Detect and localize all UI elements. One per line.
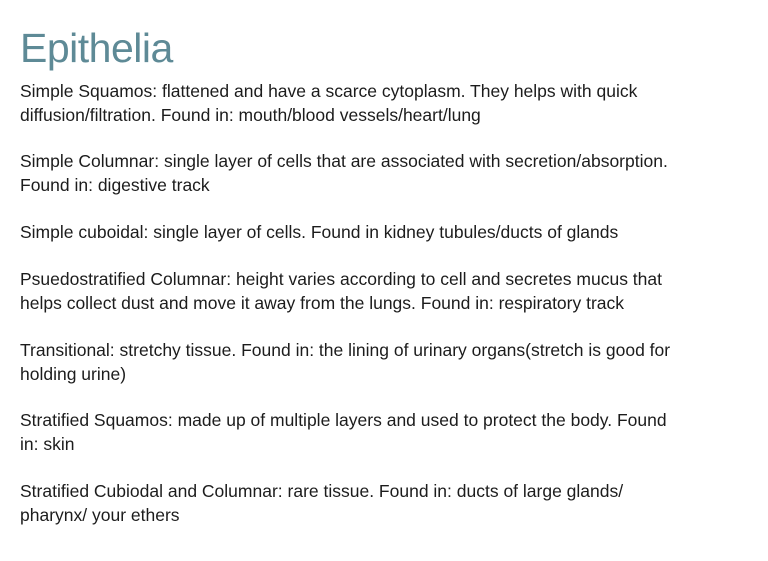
paragraph-line: Psuedostratified Columnar: height varies according to cell and secretes mucus that: [20, 269, 662, 289]
paragraph-line: holding urine): [20, 363, 127, 384]
paragraph-line: Stratified Squamos: made up of multiple layers and used to protect the body. Found: [20, 410, 667, 430]
paragraph-simple-cuboidal: [20, 221, 750, 245]
paragraph-line: Found in: digestive track: [20, 174, 210, 195]
paragraph-line: helps collect dust and move it away from the lungs. Found in: respiratory track: [20, 292, 625, 313]
paragraph-stratified-squamous: [20, 409, 750, 456]
paragraph-line: pharynx/ your ethers: [20, 504, 180, 525]
paragraph-stratified-cuboidal-columnar: [20, 480, 750, 527]
paragraph-simple-columnar: [20, 150, 750, 197]
slide-title: Epithelia: [20, 25, 173, 71]
paragraph-line: in: skin: [20, 433, 75, 454]
paragraph-line: diffusion/filtration. Found in: mouth/blood vessels/heart/lung: [20, 104, 481, 125]
paragraph-line: Simple Squamos: flattened and have a scarce cytoplasm. They helps with quick: [20, 81, 638, 101]
paragraph-transitional: [20, 339, 750, 386]
paragraph-pseudostratified-columnar: [20, 268, 750, 315]
paragraph-line: Stratified Cubiodal and Columnar: rare tissue. Found in: ducts of large glands/: [20, 481, 624, 501]
paragraph-line: Simple cuboidal: single layer of cells. Found in kidney tubules/ducts of glands: [20, 222, 619, 242]
paragraph-line: Transitional: stretchy tissue. Found in: the lining of urinary organs(stretch is good for: [20, 340, 671, 360]
paragraph-line: Simple Columnar: single layer of cells that are associated with secretion/absorption.: [20, 151, 668, 171]
paragraph-simple-squamous: [20, 80, 750, 127]
